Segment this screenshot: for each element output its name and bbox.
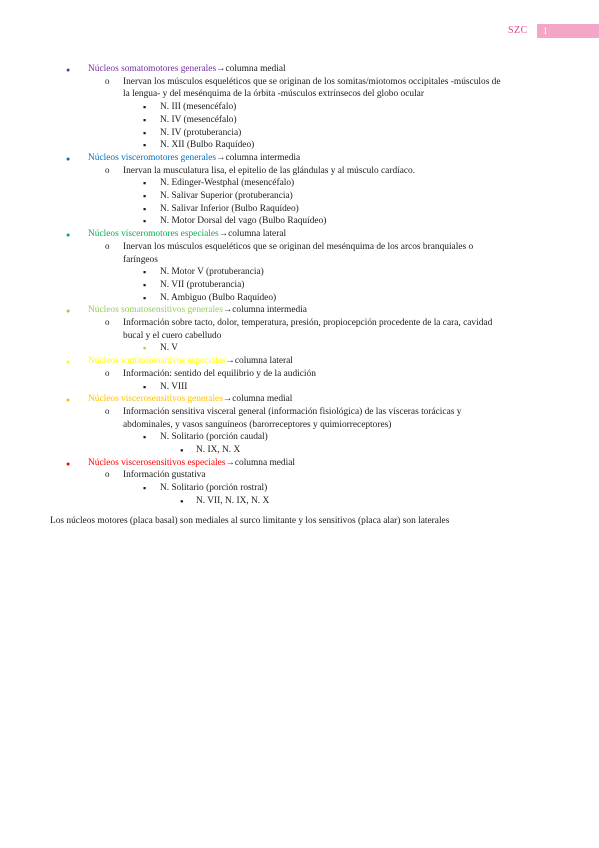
bullet-circle: o xyxy=(105,367,110,378)
bullet-disc: ● xyxy=(66,231,71,240)
page-number: 1 xyxy=(537,24,599,38)
bullet-square: ▪ xyxy=(143,279,147,290)
column-label: →columna lateral xyxy=(225,356,293,367)
column-label: →columna lateral xyxy=(218,229,287,240)
nucleus-item: N. Motor V (protuberancia) xyxy=(160,267,264,278)
bullet-disc: ● xyxy=(66,396,71,405)
bullet-square: ▪ xyxy=(143,140,147,151)
page-header xyxy=(500,24,599,38)
bullet-disc: ● xyxy=(66,459,71,468)
nucleus-type-label: Núcleos visceromotores especiales xyxy=(88,229,219,240)
bullet-circle: o xyxy=(105,469,110,480)
bullet-square: ▪ xyxy=(143,178,147,189)
section-heading xyxy=(88,393,292,406)
section-heading xyxy=(88,152,300,165)
bullet-dot: ● xyxy=(180,448,184,454)
nucleus-type-label: Núcleos visceromotores generales xyxy=(88,152,217,163)
bullet-square: ▪ xyxy=(143,127,147,138)
bullet-disc: ● xyxy=(66,154,71,163)
header-label: SZC xyxy=(508,25,528,36)
description-line: abdominales, y vasos sanguíneos (barorreceptores y quimiorreceptores) xyxy=(123,419,392,430)
nucleus-item: N. Motor Dorsal del vago (Bulbo Raquídeo) xyxy=(160,216,327,227)
bullet-disc: ● xyxy=(66,66,71,74)
description-line: Inervan los músculos esqueléticos que se originan de los somitas/miotomos occipitales -músculos de xyxy=(123,76,501,87)
sub-nucleus-item: N. IX, N. X xyxy=(196,445,241,455)
bullet-circle: o xyxy=(105,164,110,175)
nucleus-item: N. Solitario (porción rostral) xyxy=(160,483,268,494)
description-line: la lengua- y del mesénquima de la órbita -músculos extrínsecos del globo ocular xyxy=(123,89,424,100)
bullet-square: ▪ xyxy=(143,381,147,392)
section-heading xyxy=(88,304,307,317)
description-line: Inervan la musculatura lisa, el epitelio de las glándulas y al músculo cardíaco. xyxy=(123,165,416,176)
nucleus-item: N. Salivar Inferior (Bulbo Raquídeo) xyxy=(160,203,299,214)
nucleus-item: N. Salivar Superior (protuberancia) xyxy=(160,191,293,201)
description-line: bucal y el cuero cabelludo xyxy=(123,330,222,341)
bullet-square: ▪ xyxy=(143,292,147,303)
description-line: Información sobre tacto, dolor, temperatura, presión, propiocepción procedente de la cara, cavidad xyxy=(123,318,493,328)
section-heading xyxy=(88,228,286,241)
nucleus-item: N. V xyxy=(160,343,179,354)
description-line: Inervan los músculos esqueléticos que se originan del mesénquima de los arcos branquiales o xyxy=(123,241,474,252)
nucleus-item: N. XII (Bulbo Raquídeo) xyxy=(160,140,255,151)
bullet-square: ▪ xyxy=(143,343,147,354)
bullet-circle: o xyxy=(105,317,110,327)
description-line: faríngeos xyxy=(123,254,158,265)
nucleus-type-label: Núcleos viscerosensitivos especiales xyxy=(88,457,226,468)
bullet-circle: o xyxy=(105,405,110,416)
nucleus-item: N. Edinger-Westphal (mesencéfalo) xyxy=(160,178,295,189)
bullet-square: ▪ xyxy=(143,216,147,227)
description-line: Información sensitiva visceral general (información fisiológica) de las vísceras torácicas y xyxy=(123,406,462,417)
nucleus-item: N. IV (mesencéfalo) xyxy=(160,114,237,125)
bullet-square: ▪ xyxy=(143,432,147,443)
nucleus-type-label: Núcleos somatosensitivos especiales xyxy=(88,356,226,367)
bullet-square: ▪ xyxy=(143,267,147,278)
bullet-square: ▪ xyxy=(143,203,147,214)
nucleus-type-label: Núcleos somatomotores generales xyxy=(88,64,217,74)
bullet-circle: o xyxy=(105,75,110,86)
nucleus-item: N. VIII xyxy=(160,381,188,392)
bullet-disc: ● xyxy=(66,358,71,367)
column-label: →columna intermedia xyxy=(222,305,307,316)
column-label: →columna intermedia xyxy=(216,152,301,163)
section-heading xyxy=(88,457,295,470)
bullet-dot: ● xyxy=(180,498,184,505)
footer-note: Los núcleos motores (placa basal) son mediales al surco limitante y los sensitivos (placa alar) son laterales xyxy=(50,515,450,526)
description-line: Información: sentido del equilibrio y de la audición xyxy=(123,368,316,379)
column-label: →columna medial xyxy=(225,457,295,468)
description-line: Información gustativa xyxy=(123,470,206,481)
bullet-square: ▪ xyxy=(143,114,147,125)
nucleus-item: N. Solitario (porción caudal) xyxy=(160,432,268,443)
bullet-circle: o xyxy=(105,240,110,251)
nucleus-type-label: Núcleos viscerosensitivos generales xyxy=(88,394,223,405)
sub-nucleus-item: N. VII, N. IX, N. X xyxy=(196,495,270,506)
section-heading xyxy=(88,63,286,76)
nucleus-item: N. VII (protuberancia) xyxy=(160,279,245,290)
bullet-square: ▪ xyxy=(143,191,147,201)
nucleus-item: N. IV (protuberancia) xyxy=(160,127,242,138)
nucleus-item: N. Ambiguo (Bulbo Raquídeo) xyxy=(160,292,277,303)
nucleus-item: N. III (mesencéfalo) xyxy=(160,102,237,113)
column-label: →columna medial xyxy=(216,64,286,74)
nucleus-type-label: Núcleos somatosensitivos generales xyxy=(88,305,223,316)
bullet-square: ▪ xyxy=(143,483,147,494)
bullet-square: ▪ xyxy=(143,102,147,113)
column-label: →columna medial xyxy=(222,394,293,405)
section-heading xyxy=(88,355,293,368)
bullet-disc: ● xyxy=(66,307,71,316)
